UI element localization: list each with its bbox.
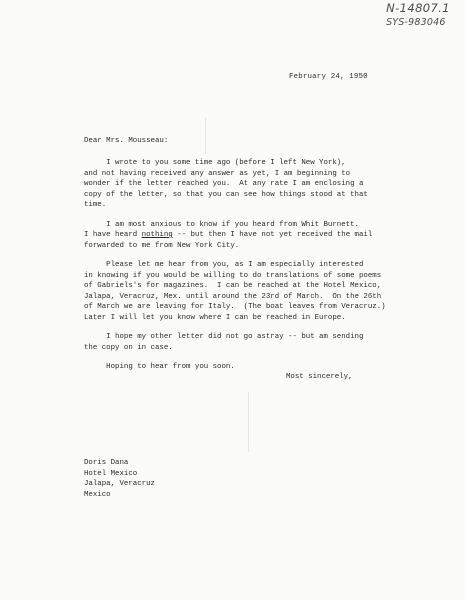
body-line: I hope my other letter did not go astray -- but am sending [84, 333, 364, 341]
body-line: in knowing if you would be willing to do translations of some poems [84, 271, 382, 280]
scan-crease [248, 392, 249, 452]
body-line: Jalapa, Veracruz, Mex. until around the 23rd of March. On the 26th [84, 292, 382, 301]
paragraph-2 [84, 220, 446, 252]
sender-name: Doris Dana [84, 459, 129, 467]
underlined-word: nothing [141, 231, 173, 239]
sender-address-line: Hotel Mexico [84, 469, 138, 478]
sender-address-line: Jalapa, Veracruz [84, 480, 155, 488]
body-line: the copy on in case. [84, 343, 173, 352]
body-line: Hoping to hear from you soon. [84, 363, 235, 371]
archival-accession-marks [386, 3, 450, 27]
paragraph-4 [84, 332, 446, 353]
paragraph-1 [84, 158, 446, 211]
body-line: Later I will let you know where I can be reached in Europe. [84, 313, 346, 322]
body-line: of Gabriels's for magazines. I can be reached at the Hotel Mexico, [84, 282, 382, 290]
body-line: Please let me hear from you, as I am especially interested [84, 261, 364, 269]
body-line: and not having received any answer as yet, I am beginning to [84, 169, 351, 178]
letter-body [84, 158, 446, 382]
sender-address-line: Mexico [84, 490, 111, 499]
body-line: of March we are leaving for Italy. (The boat leaves from Veracruz.) [84, 303, 386, 311]
body-line: time. [84, 201, 107, 209]
accession-number: N-14807.1 [386, 1, 450, 15]
system-number: SYS-983046 [386, 16, 446, 28]
body-line: copy of the letter, so that you can see how things stood at that [84, 190, 368, 199]
scan-crease [205, 118, 206, 154]
body-line-underlined: I have heard nothing -- but then I have not yet received the mail [84, 231, 373, 239]
salutation: Dear Mrs. Mousseau: [84, 137, 169, 145]
complimentary-closing: Most sincerely, [286, 373, 353, 381]
letter-date: February 24, 1950 [289, 73, 368, 81]
body-line: wonder if the letter reached you. At any rate I am enclosing a [84, 180, 364, 188]
sender-address-block [84, 458, 155, 500]
body-line: forwarded to me from New York City. [84, 241, 240, 250]
paragraph-3 [84, 260, 446, 323]
body-line: I am most anxious to know if you heard from Whit Burnett. [84, 220, 359, 229]
paragraph-5 [84, 362, 446, 373]
body-line: I wrote to you some time ago (before I left New York), [84, 159, 346, 167]
